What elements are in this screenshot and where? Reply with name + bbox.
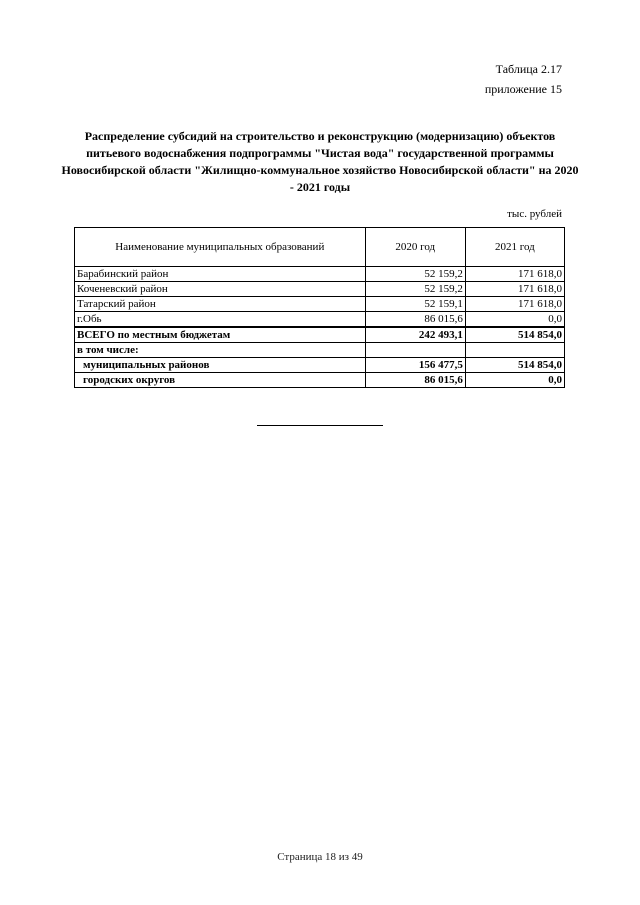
column-header-name: Наименование муниципальных образований [75,228,366,267]
table-row [75,267,565,282]
row-value-2021: 0,0 [465,312,564,328]
row-value-2021: 514 854,0 [465,327,564,343]
row-value-2021: 171 618,0 [465,267,564,282]
row-value-2021: 171 618,0 [465,297,564,312]
row-name: Коченевский район [75,282,366,297]
column-header-2021: 2021 год [465,228,564,267]
row-value-2021: 171 618,0 [465,282,564,297]
row-value-2021: 0,0 [465,373,564,388]
row-value-2020: 52 159,1 [365,297,465,312]
table-number: Таблица 2.17 [495,62,562,76]
column-header-2020: 2020 год [365,228,465,267]
row-name: городских округов [75,373,366,388]
row-name: Барабинский район [75,267,366,282]
row-value-2020: 156 477,5 [365,358,465,373]
row-value-2020: 52 159,2 [365,282,465,297]
table-row [75,297,565,312]
table-row [75,373,565,388]
row-value-2020: 86 015,6 [365,312,465,328]
row-name: г.Обь [75,312,366,328]
table-row [75,312,565,328]
row-name: ВСЕГО по местным бюджетам [75,327,366,343]
document-title: Распределение субсидий на строительство и реконструкцию (модернизацию) объектов питьевого водоснабжения подпрограммы "Чистая вода" государственной программы Новосибирской области "Жилищно-коммунальное хозяйство Новосибирской области" на 2020 - 2021 годы [61,129,579,194]
table-row-total [75,327,565,343]
row-name: муниципальных районов [75,358,366,373]
row-value-2020 [365,343,465,358]
row-name: в том числе: [75,343,366,358]
page-number: Страница 18 из 49 [277,851,363,863]
divider-line [257,425,383,426]
units-label: тыс. рублей [507,208,562,220]
row-value-2020: 52 159,2 [365,267,465,282]
table-row-including [75,343,565,358]
row-value-2021: 514 854,0 [465,358,564,373]
table-row [75,358,565,373]
row-value-2020: 242 493,1 [365,327,465,343]
table-row [75,282,565,297]
row-name: Татарский район [75,297,366,312]
appendix-label: приложение 15 [484,82,562,96]
table-header-row [75,228,565,267]
row-value-2021 [465,343,564,358]
subsidy-table [74,227,565,388]
row-value-2020: 86 015,6 [365,373,465,388]
